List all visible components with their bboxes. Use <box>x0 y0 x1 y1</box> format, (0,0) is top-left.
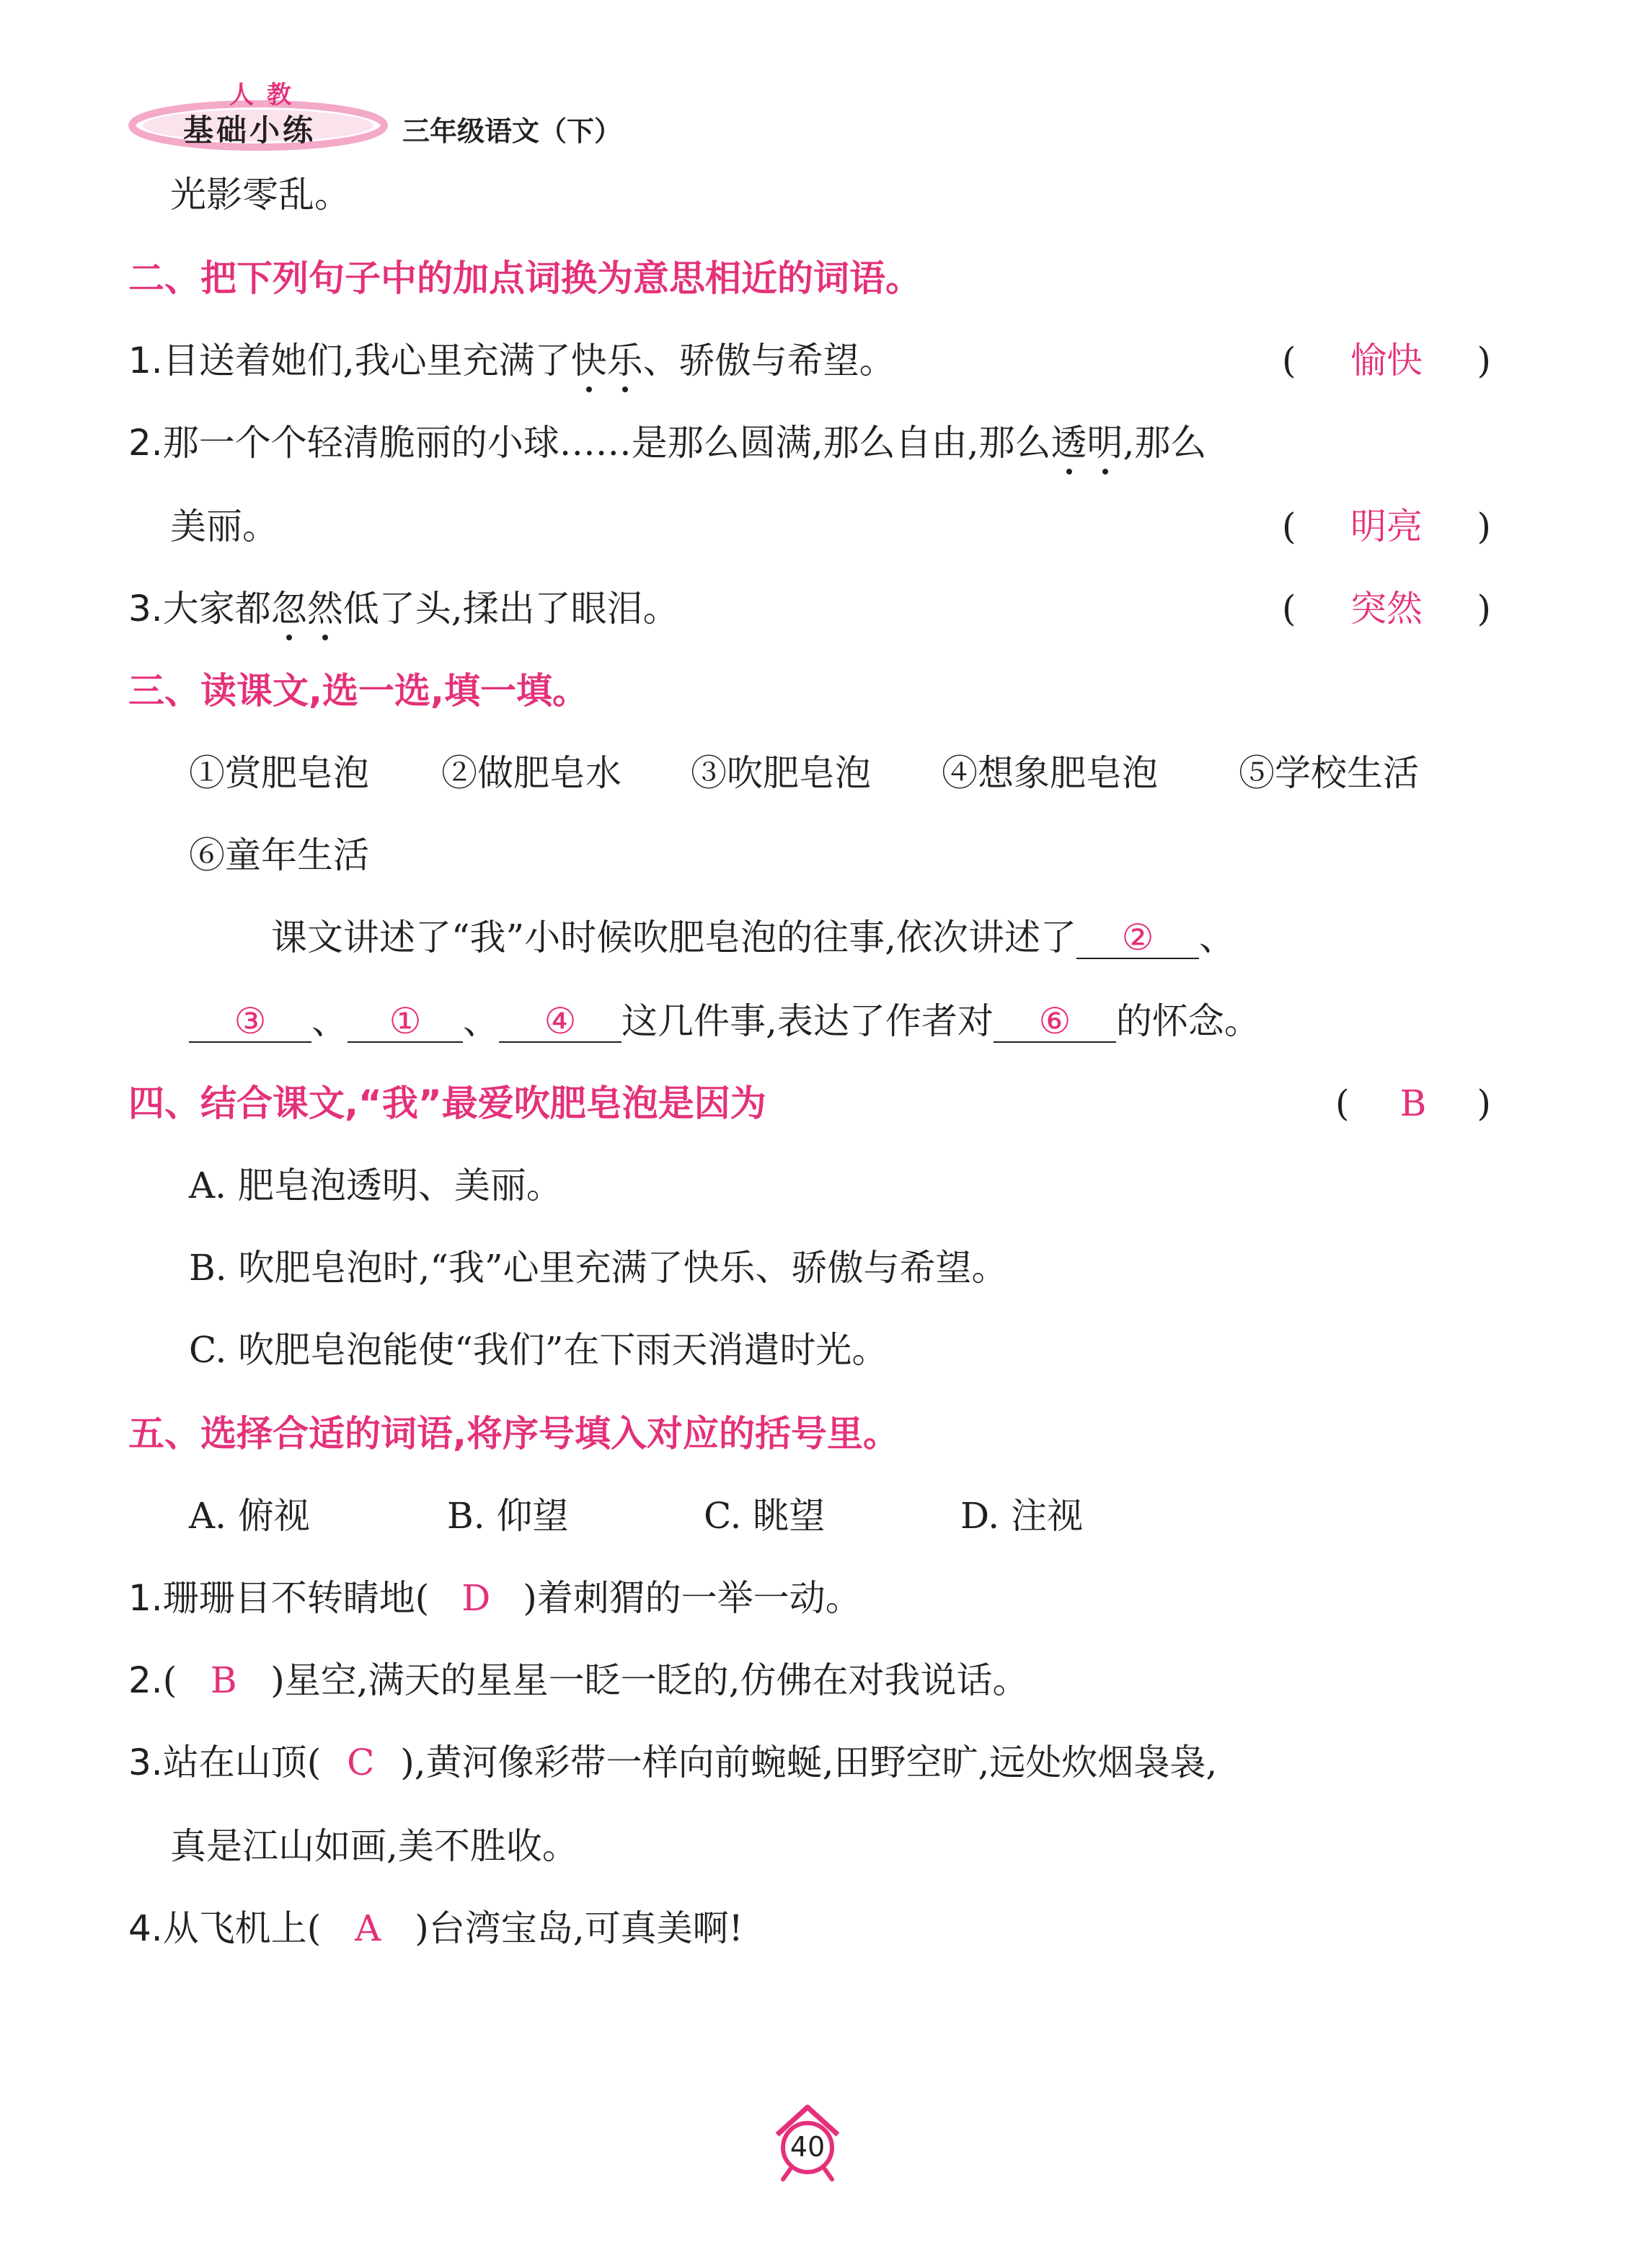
s5-option: B. 仰望 <box>447 1495 569 1537</box>
question-text: 低了头,揉出了眼泪。 <box>342 588 679 630</box>
section-5-title: 五、选择合适的词语,将序号填入对应的括号里。 <box>128 1413 899 1455</box>
dotted-char: 忽 <box>271 586 307 632</box>
s5-option: D. 注视 <box>960 1495 1084 1537</box>
s3-option: ⑤学校生活 <box>1239 752 1419 794</box>
answer-text: D <box>461 1577 491 1619</box>
dotted-char: 透 <box>1051 420 1087 466</box>
question-text: 星空,满天的星星一眨一眨的,仿佛在对我说话。 <box>284 1659 1029 1701</box>
question-number: 3. <box>128 1742 163 1783</box>
s2-question-2 <box>128 420 1206 466</box>
question-text: 从飞机上 <box>162 1907 307 1949</box>
dotted-char: 快 <box>571 337 607 384</box>
page-number: 40 <box>789 2131 826 2163</box>
fill-text: 的怀念。 <box>1115 1000 1260 1042</box>
answer-paren[interactable]: ( 突然 ) <box>1282 586 1491 632</box>
question-text: ,那么 <box>1123 422 1207 464</box>
dotted-char: 然 <box>307 586 343 632</box>
question-text: 着刺猬的一举一动。 <box>536 1577 862 1619</box>
answer-paren[interactable]: ( 愉快 ) <box>1282 337 1491 384</box>
fill-blank[interactable]: ③ <box>189 1001 311 1043</box>
question-text: 大家都 <box>162 588 271 630</box>
s2-question-3 <box>128 586 679 632</box>
s4-option-a: A. 肥皂泡透明、美丽。 <box>189 1165 562 1206</box>
answer-text: 明亮 <box>1350 506 1423 547</box>
answer-paren[interactable]: ( B ) <box>1335 1080 1491 1126</box>
answer-paren[interactable]: ( B ) <box>163 1659 285 1701</box>
question-text: 目送着她们,我心里充满了 <box>162 340 571 381</box>
answer-text: B <box>1399 1082 1427 1124</box>
question-number: 1. <box>128 1577 163 1619</box>
s3-option: ⑥童年生活 <box>189 834 369 876</box>
s5-question-2 <box>128 1657 1029 1703</box>
s2-question-1 <box>128 337 895 384</box>
dotted-char: 乐 <box>607 337 643 384</box>
question-text: 台湾宝岛,可真美啊! <box>428 1907 743 1949</box>
s3-fill-line-1 <box>271 914 1235 961</box>
fill-blank[interactable]: ④ <box>499 1001 621 1043</box>
answer-text: C <box>347 1742 375 1783</box>
series-title: 基础小练 <box>183 112 317 148</box>
answer-paren[interactable]: ( A ) <box>307 1907 429 1949</box>
publisher-label: 人教 <box>229 81 304 110</box>
question-number: 2. <box>128 1659 163 1701</box>
s3-option: ②做肥皂水 <box>441 752 621 794</box>
carryover-text: 光影零乱。 <box>170 174 350 216</box>
section-2-title: 二、把下列句子中的加点词换为意思相近的词语。 <box>128 257 921 299</box>
s5-option: A. 俯视 <box>189 1495 310 1537</box>
s3-option: ③吹肥皂泡 <box>691 752 871 794</box>
book-title: 三年级语文（下） <box>402 115 622 147</box>
s2-question-2-cont: 美丽。 <box>170 506 278 547</box>
answer-text: B <box>210 1659 237 1701</box>
fill-blank[interactable]: ② <box>1076 917 1199 959</box>
separator: 、 <box>1199 917 1236 958</box>
question-number: 2. <box>128 422 163 464</box>
answer-text: A <box>355 1907 381 1949</box>
question-number: 3. <box>128 588 163 630</box>
answer-paren[interactable]: ( 明亮 ) <box>1282 503 1491 550</box>
question-text: 站在山顶 <box>162 1742 307 1783</box>
s5-question-3 <box>128 1739 1217 1786</box>
s3-option: ④想象肥皂泡 <box>942 752 1158 794</box>
s4-option-c: C. 吹肥皂泡能使“我们”在下雨天消遣时光。 <box>189 1329 888 1371</box>
s5-question-1 <box>128 1575 862 1621</box>
answer-paren[interactable]: ( C ) <box>307 1742 415 1783</box>
fill-text: 课文讲述了“我”小时候吹肥皂泡的往事,依次讲述了 <box>271 917 1077 958</box>
s3-fill-line-2 <box>189 998 1260 1044</box>
dotted-char: 明 <box>1087 420 1123 466</box>
question-text: ,黄河像彩带一样向前蜿蜒,田野空旷,远处炊烟袅袅, <box>414 1742 1218 1783</box>
answer-paren[interactable]: ( D ) <box>415 1577 537 1619</box>
question-text: 那一个个轻清脆丽的小球……是那么圆满,那么自由,那么 <box>162 422 1051 464</box>
separator: 、 <box>311 1000 348 1042</box>
separator: 、 <box>463 1000 499 1042</box>
section-4-title: 四、结合课文,“我”最爱吹肥皂泡是因为 <box>128 1082 766 1124</box>
fill-blank[interactable]: ① <box>348 1001 463 1043</box>
answer-text: 突然 <box>1350 588 1423 630</box>
s3-option: ①赏肥皂泡 <box>189 752 369 794</box>
fill-blank[interactable]: ⑥ <box>994 1001 1116 1043</box>
s5-question-4 <box>128 1905 743 1951</box>
answer-text: 愉快 <box>1350 340 1423 381</box>
question-text: 、骄傲与希望。 <box>642 340 895 381</box>
s4-option-b: B. 吹肥皂泡时,“我”心里充满了快乐、骄傲与希望。 <box>189 1247 1008 1289</box>
question-number: 1. <box>128 340 163 381</box>
s5-option: C. 眺望 <box>704 1495 826 1537</box>
fill-text: 这几件事,表达了作者对 <box>621 1000 994 1042</box>
question-text: 珊珊目不转睛地 <box>162 1577 415 1619</box>
section-3-title: 三、读课文,选一选,填一填。 <box>128 670 588 712</box>
s5-question-3-cont: 真是江山如画,美不胜收。 <box>170 1825 578 1867</box>
question-number: 4. <box>128 1907 163 1949</box>
